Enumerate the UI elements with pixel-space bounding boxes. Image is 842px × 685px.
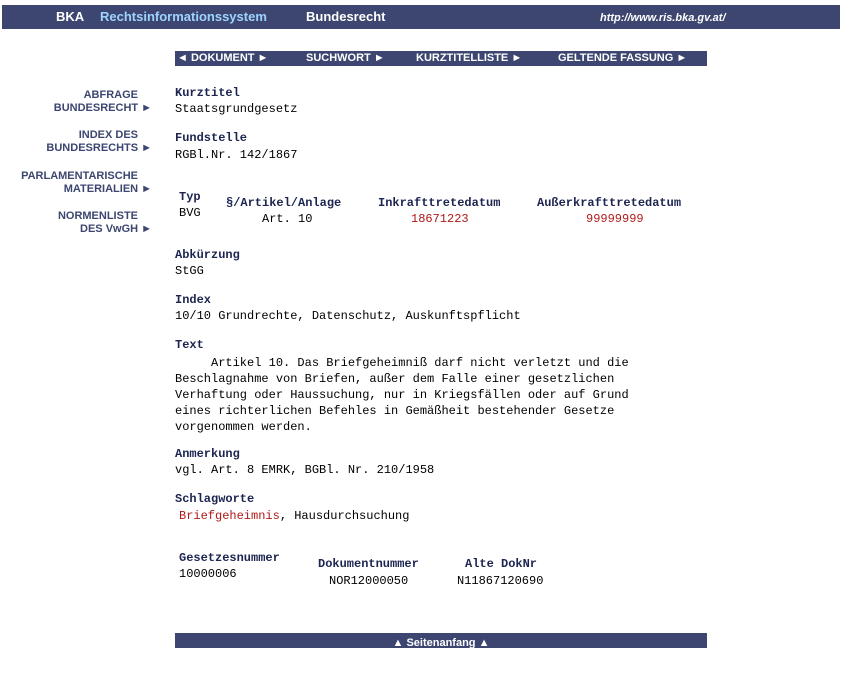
text-label: Text: [175, 338, 204, 352]
schlagwort-text: , Hausdurchsuchung: [279, 509, 410, 523]
sidebar-label-line2: MATERIALIEN: [63, 183, 139, 195]
sidebar-label-line1: ABFRAGE: [83, 89, 138, 101]
typ-label: Typ: [179, 190, 201, 204]
arrow-right-icon: ►: [141, 223, 152, 235]
anmerkung-label: Anmerkung: [175, 447, 240, 461]
document-nav-bar: [175, 51, 707, 66]
schlagwort-link-briefgeheimnis[interactable]: Briefgeheimnis: [179, 509, 280, 523]
ausserkrafttretedatum-value: 99999999: [586, 212, 644, 226]
ausserkrafttretedatum-label: Außerkrafttretedatum: [537, 196, 682, 210]
anmerkung-value: vgl. Art. 8 EMRK, BGBl. Nr. 210/1958: [175, 463, 435, 477]
fundstelle-label: Fundstelle: [175, 131, 248, 145]
sidebar-item-normenliste-vwgh[interactable]: [58, 210, 152, 236]
schlagworte-label: Schlagworte: [175, 492, 255, 506]
typ-value: BVG: [179, 206, 201, 220]
schlagworte-value: [179, 509, 409, 523]
inkrafttretedatum-label: Inkrafttretedatum: [378, 196, 501, 210]
sidebar-label-line1: NORMENLISTE: [57, 210, 138, 222]
index-value: 10/10 Grundrechte, Datenschutz, Auskunftspflicht: [175, 309, 521, 323]
dokumentnummer-label: Dokumentnummer: [318, 557, 419, 571]
dokumentnummer-value: NOR12000050: [329, 574, 409, 588]
sidebar-label-line2: DES VwGH: [80, 223, 139, 235]
site-url-link[interactable]: http://www.ris.bka.gv.at/: [600, 12, 726, 24]
sidebar-item-parlamentarische-materialien[interactable]: [21, 170, 152, 196]
gesetzesnummer-label: Gesetzesnummer: [179, 551, 280, 565]
index-label: Index: [175, 293, 212, 307]
sidebar-item-index-bundesrechts[interactable]: [46, 129, 152, 155]
sidebar-label-line1: PARLAMENTARISCHE: [21, 170, 138, 182]
arrow-right-icon: ►: [141, 142, 152, 154]
abkuerzung-label: Abkürzung: [175, 248, 240, 262]
back-to-top-bar: [175, 633, 707, 648]
alte-doknr-label: Alte DokNr: [465, 557, 538, 571]
artikel-value: Art. 10: [262, 212, 313, 226]
nav-geltende-fassung[interactable]: GELTENDE FASSUNG ►: [558, 52, 688, 64]
top-header-bar: [2, 5, 840, 29]
arrow-right-icon: ►: [141, 102, 152, 114]
sidebar-label-line1: INDEX DES: [78, 129, 138, 141]
nav-kurztitelliste[interactable]: KURZTITELLISTE ►: [416, 52, 523, 64]
inkrafttretedatum-value: 18671223: [411, 212, 469, 226]
law-text-body: Artikel 10. Das Briefgeheimniß darf nicht verletzt und die Beschlagnahme von Briefen, außer dem Falle einer gesetzlichen Verhaftung oder Haussuchung, nur in Kriegsfällen oder auf Grund eines richterlichen Befehles in Gemäßheit bestehender Gesetze vorgenommen werden.: [175, 356, 629, 434]
sidebar-label-line2: BUNDESRECHT: [53, 102, 139, 114]
kurztitel-label: Kurztitel: [175, 86, 240, 100]
sidebar-item-abfrage-bundesrecht[interactable]: [54, 89, 152, 115]
ris-title: Rechtsinformationssystem: [100, 9, 267, 24]
arrow-right-icon: ►: [141, 183, 152, 195]
kurztitel-value: Staatsgrundgesetz: [175, 102, 298, 116]
bundesrecht-title: Bundesrecht: [306, 9, 386, 24]
nav-dokument[interactable]: ◄ DOKUMENT ►: [177, 52, 269, 64]
gesetzesnummer-value: 10000006: [179, 567, 237, 581]
fundstelle-value: RGBl.Nr. 142/1867: [175, 148, 298, 162]
alte-doknr-value: N11867120690: [457, 574, 544, 588]
nav-suchwort[interactable]: SUCHWORT ►: [306, 52, 385, 64]
artikel-label: §/Artikel/Anlage: [226, 196, 342, 210]
abkuerzung-value: StGG: [175, 264, 204, 278]
sidebar-label-line2: BUNDESRECHTS: [46, 142, 139, 154]
bka-logo-text: BKA: [56, 9, 85, 24]
seitenanfang-link[interactable]: ▲ Seitenanfang ▲: [392, 637, 490, 649]
